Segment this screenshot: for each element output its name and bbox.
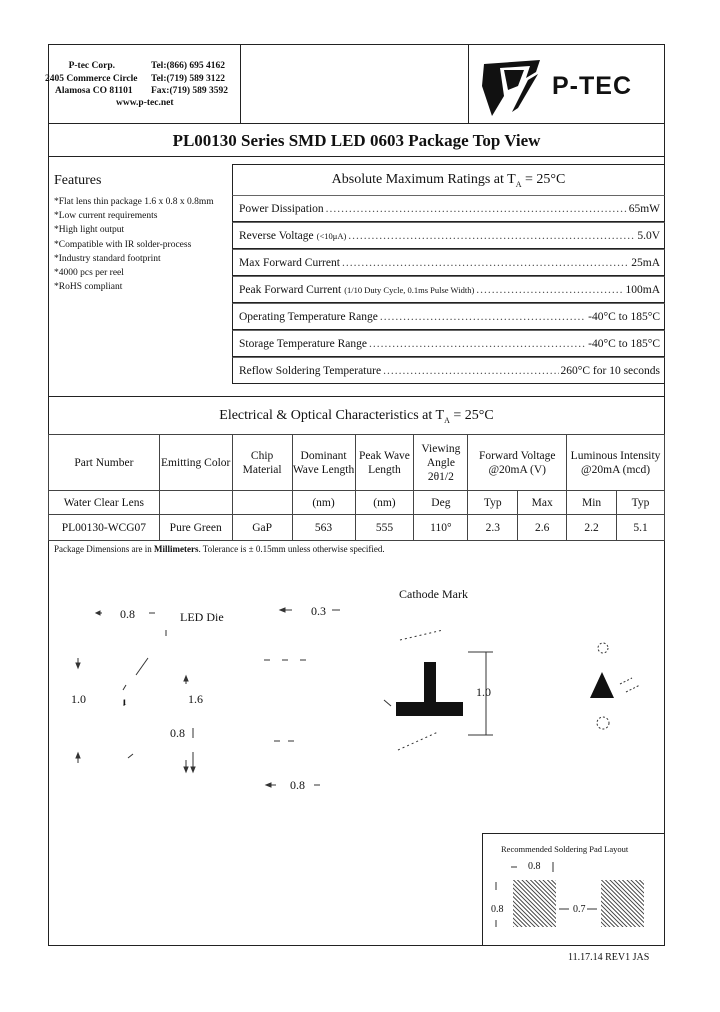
leader-dots (348, 230, 635, 242)
company-fax: Fax:(719) 589 3592 (151, 86, 229, 96)
eoc-table (48, 434, 665, 541)
company-address (45, 60, 138, 98)
package-drawing (48, 560, 665, 800)
amr-note: (1/10 Duty Cycle, 0.1ms Pulse Width) (344, 284, 475, 295)
table-row (49, 515, 665, 541)
dim-10-right: 1.0 (476, 685, 491, 699)
eoc-heading: Electrical & Optical Characteristics at $T_A = 25^\circ C$ (219, 408, 494, 425)
amr-label: Max Forward Current (239, 256, 340, 269)
th-dominant-wave: Dominant Wave Length (292, 435, 355, 491)
company-address-1: 2405 Commerce Circle (45, 73, 138, 84)
dim-03: 0.3 (311, 604, 326, 618)
amr-label: Reverse Voltage (239, 229, 314, 242)
leader-dots (383, 365, 558, 377)
pad-dim-08-left: 0.8 (491, 904, 504, 915)
cell-vf-max: 2.6 (518, 515, 567, 541)
pad-dim-08-top: 0.8 (528, 861, 541, 872)
amr-label: Storage Temperature Range (239, 337, 367, 350)
amr-value: -40°C to 185°C (588, 310, 660, 323)
sub-max: Max (518, 491, 567, 515)
cathode-mark-bar (396, 702, 463, 716)
amr-label: Reflow Soldering Temperature (239, 364, 382, 377)
amr-value: 65mW (628, 202, 660, 215)
dim-10-left: 1.0 (71, 692, 86, 706)
amr-row (232, 330, 665, 357)
cell-angle: 110° (414, 515, 468, 541)
dimension-note: Package Dimensions are in Millimeters. Tolerance is ± 0.15mm unless otherwise specified. (54, 544, 385, 554)
company-address-2: Alamosa CO 81101 (55, 86, 133, 96)
sub-typ-1: Typ (468, 491, 518, 515)
document-title: PL00130 Series SMD LED 0603 Package Top View (172, 131, 541, 150)
amr-rows (232, 195, 665, 384)
sub-deg: Deg (414, 491, 468, 515)
dim-08-mid: 0.8 (170, 726, 185, 740)
cell-dominant: 563 (292, 515, 355, 541)
eoc-header-row (49, 435, 665, 491)
amr-row (232, 303, 665, 330)
company-tel-2: Tel:(719) 589 3122 (151, 73, 226, 84)
logo-text: P-TEC (552, 72, 632, 100)
sub-nm-2: (nm) (355, 491, 414, 515)
eoc-subheader-row (49, 491, 665, 515)
sub-blank-1 (159, 491, 232, 515)
th-chip-material: Chip Material (232, 435, 292, 491)
company-tel-1: Tel:(866) 695 4162 (151, 61, 226, 71)
tick-mark: ı (123, 694, 127, 708)
th-viewing-angle: Viewing Angle 2θ1/2 (414, 435, 468, 491)
list-item: *High light output (54, 225, 125, 236)
revision-footer: 11.17.14 REV1 JAS (568, 952, 650, 963)
cell-chip: GaP (232, 515, 292, 541)
amr-value: 260°C for 10 seconds (560, 364, 660, 377)
leader-dots (476, 284, 623, 296)
th-forward-voltage: Forward Voltage @20mA (V) (468, 435, 567, 491)
cell-part: PL00130-WCG07 (49, 515, 160, 541)
divider-title (48, 156, 665, 157)
divider-header (48, 123, 665, 124)
dim-arrowhead (96, 611, 100, 615)
th-part-number: Part Number (49, 435, 160, 491)
pad-dim-07: 0.7 (573, 904, 586, 915)
amr-heading: Absolute Maximum Ratings at $T_A = 25^\circ C$ (232, 164, 665, 195)
pad-dim-lines (483, 834, 666, 947)
leader-dots (380, 311, 586, 323)
sub-min: Min (567, 491, 617, 515)
company-website: www.p-tec.net (116, 98, 174, 108)
dim-08-bottom: 0.8 (290, 778, 305, 792)
divider-features (48, 396, 665, 397)
list-item: *Compatible with IR solder-process (54, 239, 192, 250)
amr-value: -40°C to 185°C (588, 337, 660, 350)
amr-row (232, 276, 665, 303)
dim-16: 1.6 (188, 692, 203, 706)
amr-value: 25mA (631, 256, 660, 269)
amr-label: Peak Forward Current (239, 283, 342, 296)
pad-layout-title: Recommended Soldering Pad Layout (501, 844, 629, 854)
list-item: *Flat lens thin package 1.6 x 0.8 x 0.8mm (54, 197, 214, 207)
cell-color: Pure Green (159, 515, 232, 541)
amr-label: Operating Temperature Range (239, 310, 378, 323)
cell-iv-min: 2.2 (567, 515, 617, 541)
sub-lens: Water Clear Lens (49, 491, 160, 515)
diode-symbol-icon (590, 672, 614, 698)
th-peak-wave: Peak Wave Length (355, 435, 414, 491)
cathode-mark-label: Cathode Mark (399, 587, 468, 601)
amr-row (232, 249, 665, 276)
list-item: *4000 pcs per reel (54, 268, 124, 278)
amr-value: 5.0V (637, 229, 660, 242)
amr-row (232, 195, 665, 222)
leader-dots (369, 338, 586, 350)
th-luminous-intensity: Luminous Intensity @20mA (mcd) (567, 435, 665, 491)
pad-layout-box (482, 833, 665, 946)
cell-iv-typ: 5.1 (617, 515, 665, 541)
absolute-maximum-ratings (232, 164, 665, 384)
ptec-logo-icon (478, 56, 550, 118)
leader-dots (326, 203, 627, 215)
list-item: *Low current requirements (54, 211, 158, 222)
amr-row (232, 222, 665, 249)
list-item: *RoHS compliant (54, 282, 123, 293)
features-heading: Features (54, 173, 102, 188)
divider-header-vertical-2 (468, 44, 469, 124)
amr-row (232, 357, 665, 384)
divider-header-vertical (240, 44, 241, 124)
list-item: *Industry standard footprint (54, 253, 161, 264)
amr-label: Power Dissipation (239, 202, 324, 215)
th-emitting-color: Emitting Color (159, 435, 232, 491)
sub-blank-2 (232, 491, 292, 515)
cathode-mark-stem (424, 662, 436, 704)
company-phones (151, 60, 228, 98)
sub-nm-1: (nm) (292, 491, 355, 515)
company-name: P-tec Corp. (68, 61, 115, 71)
led-die-label: LED Die (180, 610, 224, 624)
sub-typ-2: Typ (617, 491, 665, 515)
cell-vf-typ: 2.3 (468, 515, 518, 541)
amr-note: (<10μA) (316, 230, 347, 241)
leader-dots (342, 257, 629, 269)
amr-value: 100mA (625, 283, 660, 296)
company-logo (478, 56, 658, 118)
dim-08-top: 0.8 (120, 607, 135, 621)
cell-peak: 555 (355, 515, 414, 541)
